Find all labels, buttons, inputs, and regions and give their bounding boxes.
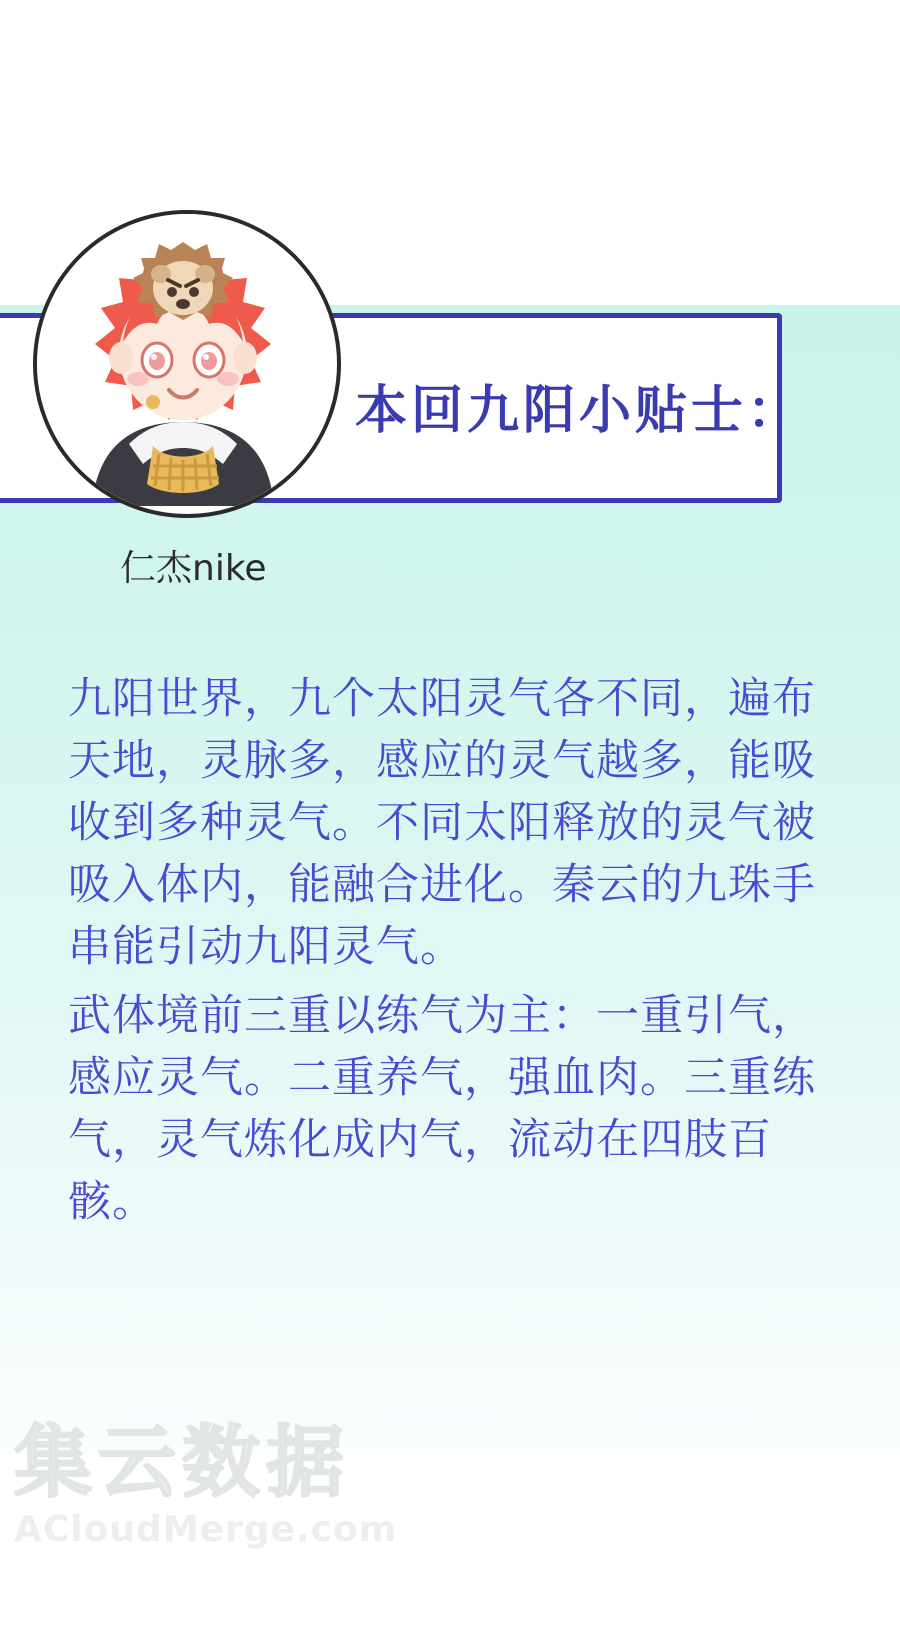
avatar-boy-with-hedgehog-icon — [37, 214, 329, 506]
avatar — [33, 210, 341, 518]
watermark-cn: 集云数据 — [14, 1418, 351, 1508]
tip-paragraph-1: 九阳世界，九个太阳灵气各不同，遍布天地，灵脉多，感应的灵气越多，能吸收到多种灵气。不同太阳释放的灵气被吸入体内，能融合进化。秦云的九珠手串能引动九阳灵气。 — [68, 674, 816, 972]
bottom-white-band — [0, 1455, 900, 1644]
author-name: 仁杰nike — [120, 548, 267, 589]
watermark-en: ACloudMerge.com — [14, 1509, 398, 1550]
tip-paragraph-2: 武体境前三重以练气为主：一重引气，感应灵气。二重养气，强血肉。三重练气，灵气炼化成内气，流动在四肢百骸。 — [68, 991, 816, 1227]
page-title: 本回九阳小贴士： — [355, 381, 804, 441]
